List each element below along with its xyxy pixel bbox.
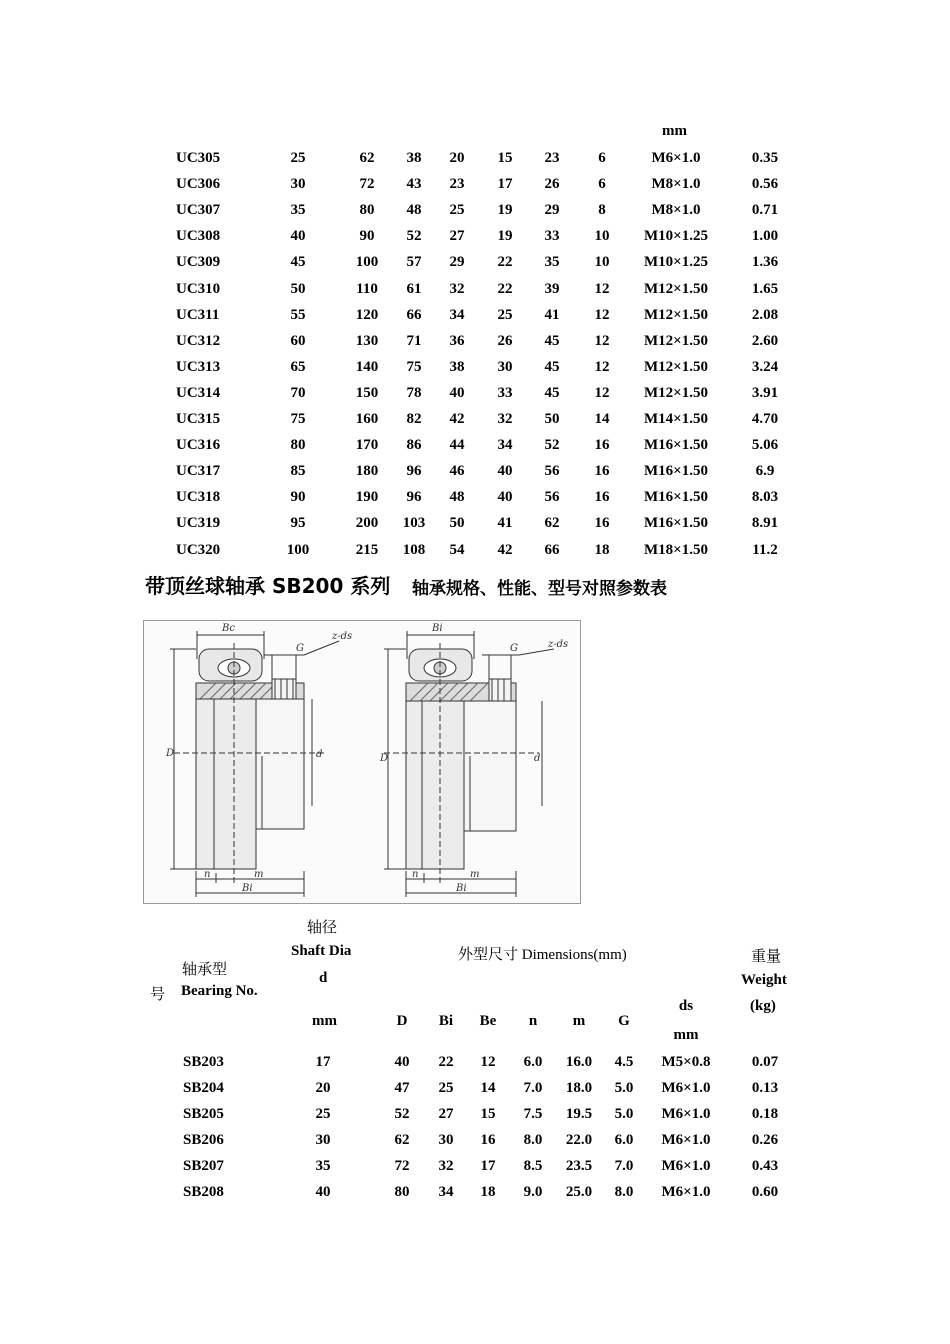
cell-weight: 2.60 xyxy=(751,332,779,349)
cell-bearing-no: SB206 xyxy=(183,1132,224,1148)
cell-Bi: 96 xyxy=(406,489,422,506)
cell-weight: 2.08 xyxy=(751,306,779,323)
uc-table-row xyxy=(0,515,950,535)
uc-table-row xyxy=(0,385,950,405)
cell-D: 140 xyxy=(355,358,379,375)
cell-weight: 5.06 xyxy=(751,437,779,454)
cell-D: 72 xyxy=(359,176,375,193)
cell-bearing-no: SB203 xyxy=(183,1054,224,1070)
cell-n: 19 xyxy=(497,202,513,219)
hdr-shaft-en: Shaft Dia xyxy=(291,943,352,959)
cell-Be: 29 xyxy=(449,254,465,271)
cell-shaft-d: 60 xyxy=(290,332,306,349)
cell-ds: M6×1.0 xyxy=(661,1184,711,1200)
cell-D: 72 xyxy=(394,1158,410,1174)
cell-weight: 1.00 xyxy=(751,228,779,245)
label-g-left: G xyxy=(296,643,304,654)
cell-G: 6 xyxy=(598,176,606,193)
cell-bearing-no: UC309 xyxy=(176,254,221,271)
cell-shaft-d: 25 xyxy=(315,1106,331,1122)
cell-n: 34 xyxy=(497,437,513,454)
cell-weight: 0.60 xyxy=(751,1184,779,1200)
cell-G: 18 xyxy=(594,541,610,558)
cell-bearing-no: UC316 xyxy=(176,437,221,454)
cell-D: 215 xyxy=(355,541,379,558)
cell-ds: M14×1.50 xyxy=(644,411,708,427)
cell-G: 6.0 xyxy=(614,1132,634,1148)
cell-shaft-d: 30 xyxy=(290,176,306,193)
uc-table-row xyxy=(0,489,950,509)
uc-table-row xyxy=(0,281,950,301)
cell-G: 16 xyxy=(594,463,610,480)
cell-shaft-d: 65 xyxy=(290,358,306,375)
cell-m: 25.0 xyxy=(565,1184,593,1200)
sb-table-row xyxy=(0,1132,950,1152)
uc-table-row xyxy=(0,228,950,248)
cell-D: 80 xyxy=(359,202,375,219)
cell-shaft-d: 50 xyxy=(290,280,306,297)
cell-D: 62 xyxy=(359,150,375,166)
cell-bearing-no: SB208 xyxy=(183,1184,224,1200)
cell-Bi: 78 xyxy=(406,384,422,401)
cell-ds: M8×1.0 xyxy=(651,176,701,193)
cell-D: 90 xyxy=(359,228,375,245)
uc-table-row xyxy=(0,411,950,431)
cell-weight: 0.07 xyxy=(751,1054,779,1070)
sb-table-row xyxy=(0,1080,950,1100)
cell-D: 80 xyxy=(394,1184,410,1200)
cell-n: 15 xyxy=(497,150,513,166)
cell-m: 22.0 xyxy=(565,1132,593,1148)
cell-bearing-no: UC315 xyxy=(176,411,221,427)
cell-m: 33 xyxy=(544,228,560,245)
cell-m: 29 xyxy=(544,202,560,219)
cell-m: 16.0 xyxy=(565,1054,593,1070)
cell-ds: M6×1.0 xyxy=(661,1158,711,1174)
cell-G: 5.0 xyxy=(614,1080,634,1096)
hdr-col-Be: Be xyxy=(479,1013,497,1029)
cell-G: 12 xyxy=(594,280,610,297)
uc-table-row xyxy=(0,150,950,170)
cell-Bi: 71 xyxy=(406,332,422,349)
uc-table-row xyxy=(0,359,950,379)
cell-ds: M18×1.50 xyxy=(644,541,708,558)
cell-bearing-no: UC310 xyxy=(176,280,221,297)
cell-m: 62 xyxy=(544,515,560,532)
cell-weight: 8.91 xyxy=(751,515,779,532)
cell-bearing-no: SB207 xyxy=(183,1158,224,1174)
uc-table-row xyxy=(0,542,950,562)
label-g-right: G xyxy=(510,643,518,654)
cell-Bi: 66 xyxy=(406,306,422,323)
cell-Be: 36 xyxy=(449,332,465,349)
cell-shaft-d: 40 xyxy=(290,228,306,245)
cell-Be: 32 xyxy=(449,280,465,297)
cell-weight: 11.2 xyxy=(752,541,778,558)
cell-n: 26 xyxy=(497,332,513,349)
hdr-hao: 号 xyxy=(150,987,166,1003)
cell-weight: 0.13 xyxy=(751,1080,779,1096)
cell-D: 130 xyxy=(355,332,379,349)
cell-n: 32 xyxy=(497,411,513,427)
cell-D: 40 xyxy=(394,1054,410,1070)
cell-bearing-no: UC320 xyxy=(176,541,221,558)
sb-table-row xyxy=(0,1106,950,1126)
cell-ds: M12×1.50 xyxy=(644,280,708,297)
cell-weight: 1.65 xyxy=(751,280,779,297)
cell-m: 35 xyxy=(544,254,560,271)
cell-m: 66 xyxy=(544,541,560,558)
cell-D: 100 xyxy=(355,254,379,271)
uc-table-row xyxy=(0,437,950,457)
label-m-right: m xyxy=(470,869,480,880)
cell-Be: 40 xyxy=(449,384,465,401)
cell-m: 56 xyxy=(544,463,560,480)
left-figure xyxy=(170,631,339,897)
uc-table-row xyxy=(0,176,950,196)
cell-bearing-no: UC313 xyxy=(176,358,221,375)
uc-unit-label: mm xyxy=(662,123,687,139)
cell-G: 7.0 xyxy=(614,1158,634,1174)
cell-n: 40 xyxy=(497,463,513,480)
cell-Be: 17 xyxy=(480,1158,496,1174)
cell-ds: M6×1.0 xyxy=(661,1132,711,1148)
cell-Be: 46 xyxy=(449,463,465,480)
cell-Bi: 57 xyxy=(406,254,422,271)
cell-ds: M16×1.50 xyxy=(644,489,708,506)
cell-n: 41 xyxy=(497,515,513,532)
cell-shaft-d: 75 xyxy=(290,411,306,427)
section-title-sub: 轴承规格、性能、型号对照参数表 xyxy=(412,579,667,599)
cell-m: 45 xyxy=(544,384,560,401)
hdr-col-m: m xyxy=(572,1013,586,1029)
cell-weight: 0.26 xyxy=(751,1132,779,1148)
cell-Bi: 108 xyxy=(402,541,426,558)
section-title-main: 带顶丝球轴承 SB200 系列 xyxy=(145,574,391,598)
cell-weight: 6.9 xyxy=(755,463,775,480)
cell-D: 150 xyxy=(355,384,379,401)
cell-bearing-no: UC305 xyxy=(176,150,221,166)
cell-G: 12 xyxy=(594,384,610,401)
hdr-bearing-en: Bearing No. xyxy=(181,983,258,999)
bearing-drawing xyxy=(143,620,581,904)
cell-G: 12 xyxy=(594,306,610,323)
label-bi-right-top: Bi xyxy=(432,623,443,634)
cell-Bi: 96 xyxy=(406,463,422,480)
label-bi-right: Bi xyxy=(456,883,467,894)
cell-n: 22 xyxy=(497,280,513,297)
cell-Bi: 86 xyxy=(406,437,422,454)
hdr-bearing-cn: 轴承型 xyxy=(182,962,228,978)
cell-Be: 25 xyxy=(449,202,465,219)
cell-n: 33 xyxy=(497,384,513,401)
cell-n: 8.0 xyxy=(523,1132,543,1148)
cell-Bi: 27 xyxy=(438,1106,454,1122)
cell-m: 19.5 xyxy=(565,1106,593,1122)
cell-Bi: 22 xyxy=(438,1054,454,1070)
cell-Bi: 30 xyxy=(438,1132,454,1148)
cell-m: 45 xyxy=(544,358,560,375)
cell-shaft-d: 25 xyxy=(290,150,306,166)
cell-Be: 38 xyxy=(449,358,465,375)
hdr-weight-en: Weight xyxy=(741,972,787,988)
cell-ds: M16×1.50 xyxy=(644,437,708,454)
cell-Be: 15 xyxy=(480,1106,496,1122)
cell-bearing-no: UC311 xyxy=(176,306,220,323)
cell-Bi: 61 xyxy=(406,280,422,297)
uc-table-row xyxy=(0,463,950,483)
cell-shaft-d: 55 xyxy=(290,306,306,323)
cell-shaft-d: 35 xyxy=(315,1158,331,1174)
cell-shaft-d: 90 xyxy=(290,489,306,506)
cell-shaft-d: 40 xyxy=(315,1184,331,1200)
hdr-col-ds: ds xyxy=(678,998,694,1014)
cell-weight: 0.56 xyxy=(751,176,779,193)
sb-table-row xyxy=(0,1054,950,1074)
cell-weight: 1.36 xyxy=(751,254,779,271)
cell-Be: 12 xyxy=(480,1054,496,1070)
cell-Bi: 48 xyxy=(406,202,422,219)
cell-Be: 23 xyxy=(449,176,465,193)
sb-table-row xyxy=(0,1158,950,1178)
cell-bearing-no: SB204 xyxy=(183,1080,224,1096)
cell-m: 50 xyxy=(544,411,560,427)
cell-D: 52 xyxy=(394,1106,410,1122)
cell-ds: M6×1.0 xyxy=(661,1106,711,1122)
cell-shaft-d: 35 xyxy=(290,202,306,219)
uc-table-row xyxy=(0,307,950,327)
cell-bearing-no: UC318 xyxy=(176,489,221,506)
cell-shaft-d: 80 xyxy=(290,437,306,454)
cell-weight: 0.18 xyxy=(751,1106,779,1122)
label-D-left: D xyxy=(166,748,175,759)
cell-bearing-no: UC314 xyxy=(176,384,221,401)
cell-n: 8.5 xyxy=(523,1158,543,1174)
cell-G: 14 xyxy=(594,411,610,427)
cell-ds: M6×1.0 xyxy=(661,1080,711,1096)
cell-n: 22 xyxy=(497,254,513,271)
label-zds-left: z-ds xyxy=(332,631,353,642)
cell-Be: 34 xyxy=(449,306,465,323)
cell-Be: 50 xyxy=(449,515,465,532)
cell-n: 7.0 xyxy=(523,1080,543,1096)
cell-n: 25 xyxy=(497,306,513,323)
cell-G: 5.0 xyxy=(614,1106,634,1122)
cell-D: 180 xyxy=(355,463,379,480)
cell-G: 4.5 xyxy=(614,1054,634,1070)
cell-bearing-no: UC308 xyxy=(176,228,221,245)
cell-ds: M16×1.50 xyxy=(644,515,708,532)
cell-Bi: 103 xyxy=(402,515,426,532)
cell-n: 42 xyxy=(497,541,513,558)
cell-shaft-d: 20 xyxy=(315,1080,331,1096)
cell-Be: 27 xyxy=(449,228,465,245)
hdr-dimensions: 外型尺寸 Dimensions(mm) xyxy=(458,947,627,963)
label-bi-left: Bi xyxy=(242,883,253,894)
label-zds-right: z-ds xyxy=(548,639,569,650)
cell-shaft-d: 30 xyxy=(315,1132,331,1148)
cell-n: 19 xyxy=(497,228,513,245)
cell-G: 8.0 xyxy=(614,1184,634,1200)
label-bc-left: Bc xyxy=(222,623,235,634)
hdr-shaft-d: d xyxy=(319,970,328,986)
cell-D: 160 xyxy=(355,411,379,427)
cell-Bi: 52 xyxy=(406,228,422,245)
cell-bearing-no: UC319 xyxy=(176,515,221,532)
cell-n: 17 xyxy=(497,176,513,193)
label-d-left: d xyxy=(316,749,323,760)
hdr-shaft-mm: mm xyxy=(312,1013,337,1029)
cell-m: 23 xyxy=(544,150,560,166)
cell-G: 10 xyxy=(594,228,610,245)
label-n-left: n xyxy=(204,869,211,880)
cell-Be: 42 xyxy=(449,411,465,427)
label-n-right: n xyxy=(412,869,419,880)
cell-n: 40 xyxy=(497,489,513,506)
uc-table-row xyxy=(0,202,950,222)
cell-Be: 54 xyxy=(449,541,465,558)
cell-Bi: 34 xyxy=(438,1184,454,1200)
cell-ds: M6×1.0 xyxy=(651,150,701,166)
cell-Be: 20 xyxy=(449,150,465,166)
cell-D: 120 xyxy=(355,306,379,323)
cell-m: 41 xyxy=(544,306,560,323)
cell-ds: M12×1.50 xyxy=(644,358,708,375)
cell-weight: 0.43 xyxy=(751,1158,779,1174)
cell-bearing-no: UC307 xyxy=(176,202,221,219)
cell-m: 52 xyxy=(544,437,560,454)
label-d-right: d xyxy=(534,753,541,764)
cell-D: 110 xyxy=(356,280,378,297)
cell-m: 26 xyxy=(544,176,560,193)
hdr-weight-cn: 重量 xyxy=(751,949,782,965)
cell-G: 12 xyxy=(594,358,610,375)
cell-D: 190 xyxy=(355,489,379,506)
hdr-col-ds-mm: mm xyxy=(673,1027,699,1043)
cell-n: 7.5 xyxy=(523,1106,543,1122)
cell-n: 9.0 xyxy=(523,1184,543,1200)
cell-ds: M8×1.0 xyxy=(651,202,701,219)
hdr-weight-unit: (kg) xyxy=(750,998,776,1014)
cell-weight: 4.70 xyxy=(751,411,779,427)
cell-G: 16 xyxy=(594,515,610,532)
cell-ds: M5×0.8 xyxy=(661,1054,711,1070)
cell-Bi: 25 xyxy=(438,1080,454,1096)
cell-G: 10 xyxy=(594,254,610,271)
cell-Bi: 75 xyxy=(406,358,422,375)
cell-Bi: 38 xyxy=(406,150,422,166)
cell-D: 200 xyxy=(355,515,379,532)
cell-G: 12 xyxy=(594,332,610,349)
cell-n: 30 xyxy=(497,358,513,375)
cell-D: 170 xyxy=(355,437,379,454)
cell-m: 18.0 xyxy=(565,1080,593,1096)
label-m-left: m xyxy=(254,869,264,880)
cell-weight: 3.91 xyxy=(751,384,779,401)
cell-ds: M12×1.50 xyxy=(644,332,708,349)
cell-weight: 8.03 xyxy=(751,489,779,506)
cell-ds: M12×1.50 xyxy=(644,306,708,323)
hdr-col-Bi: Bi xyxy=(438,1013,454,1029)
right-figure xyxy=(384,631,554,897)
uc-table-row xyxy=(0,333,950,353)
cell-shaft-d: 70 xyxy=(290,384,306,401)
cell-G: 8 xyxy=(598,202,606,219)
cell-G: 6 xyxy=(598,150,606,166)
cell-ds: M16×1.50 xyxy=(644,463,708,480)
hdr-col-D: D xyxy=(396,1013,408,1029)
cell-Bi: 32 xyxy=(438,1158,454,1174)
cell-shaft-d: 45 xyxy=(290,254,306,271)
cell-D: 62 xyxy=(394,1132,410,1148)
cell-G: 16 xyxy=(594,437,610,454)
cell-Bi: 82 xyxy=(406,411,422,427)
cell-Be: 44 xyxy=(449,437,465,454)
bearing-drawing-svg xyxy=(144,621,580,903)
cell-ds: M10×1.25 xyxy=(644,254,708,271)
cell-n: 6.0 xyxy=(523,1054,543,1070)
cell-weight: 3.24 xyxy=(751,358,779,375)
cell-m: 23.5 xyxy=(565,1158,593,1174)
cell-shaft-d: 17 xyxy=(315,1054,331,1070)
cell-Be: 48 xyxy=(449,489,465,506)
cell-Be: 16 xyxy=(480,1132,496,1148)
hdr-shaft-cn: 轴径 xyxy=(307,920,338,936)
cell-Be: 14 xyxy=(480,1080,496,1096)
cell-m: 56 xyxy=(544,489,560,506)
cell-m: 39 xyxy=(544,280,560,297)
cell-shaft-d: 85 xyxy=(290,463,306,480)
cell-shaft-d: 95 xyxy=(290,515,306,532)
sb-table-row xyxy=(0,1184,950,1204)
cell-D: 47 xyxy=(394,1080,410,1096)
cell-bearing-no: SB205 xyxy=(183,1106,224,1122)
label-D-right: D xyxy=(380,753,389,764)
uc-table-row xyxy=(0,254,950,274)
cell-bearing-no: UC317 xyxy=(176,463,221,480)
hdr-col-n: n xyxy=(528,1013,538,1029)
cell-ds: M12×1.50 xyxy=(644,384,708,401)
cell-Be: 18 xyxy=(480,1184,496,1200)
cell-Bi: 43 xyxy=(406,176,422,193)
cell-bearing-no: UC306 xyxy=(176,176,221,193)
cell-weight: 0.71 xyxy=(751,202,779,219)
cell-shaft-d: 100 xyxy=(286,541,310,558)
cell-weight: 0.35 xyxy=(751,150,779,166)
cell-m: 45 xyxy=(544,332,560,349)
hdr-col-G: G xyxy=(618,1013,630,1029)
cell-ds: M10×1.25 xyxy=(644,228,708,245)
cell-bearing-no: UC312 xyxy=(176,332,221,349)
cell-G: 16 xyxy=(594,489,610,506)
